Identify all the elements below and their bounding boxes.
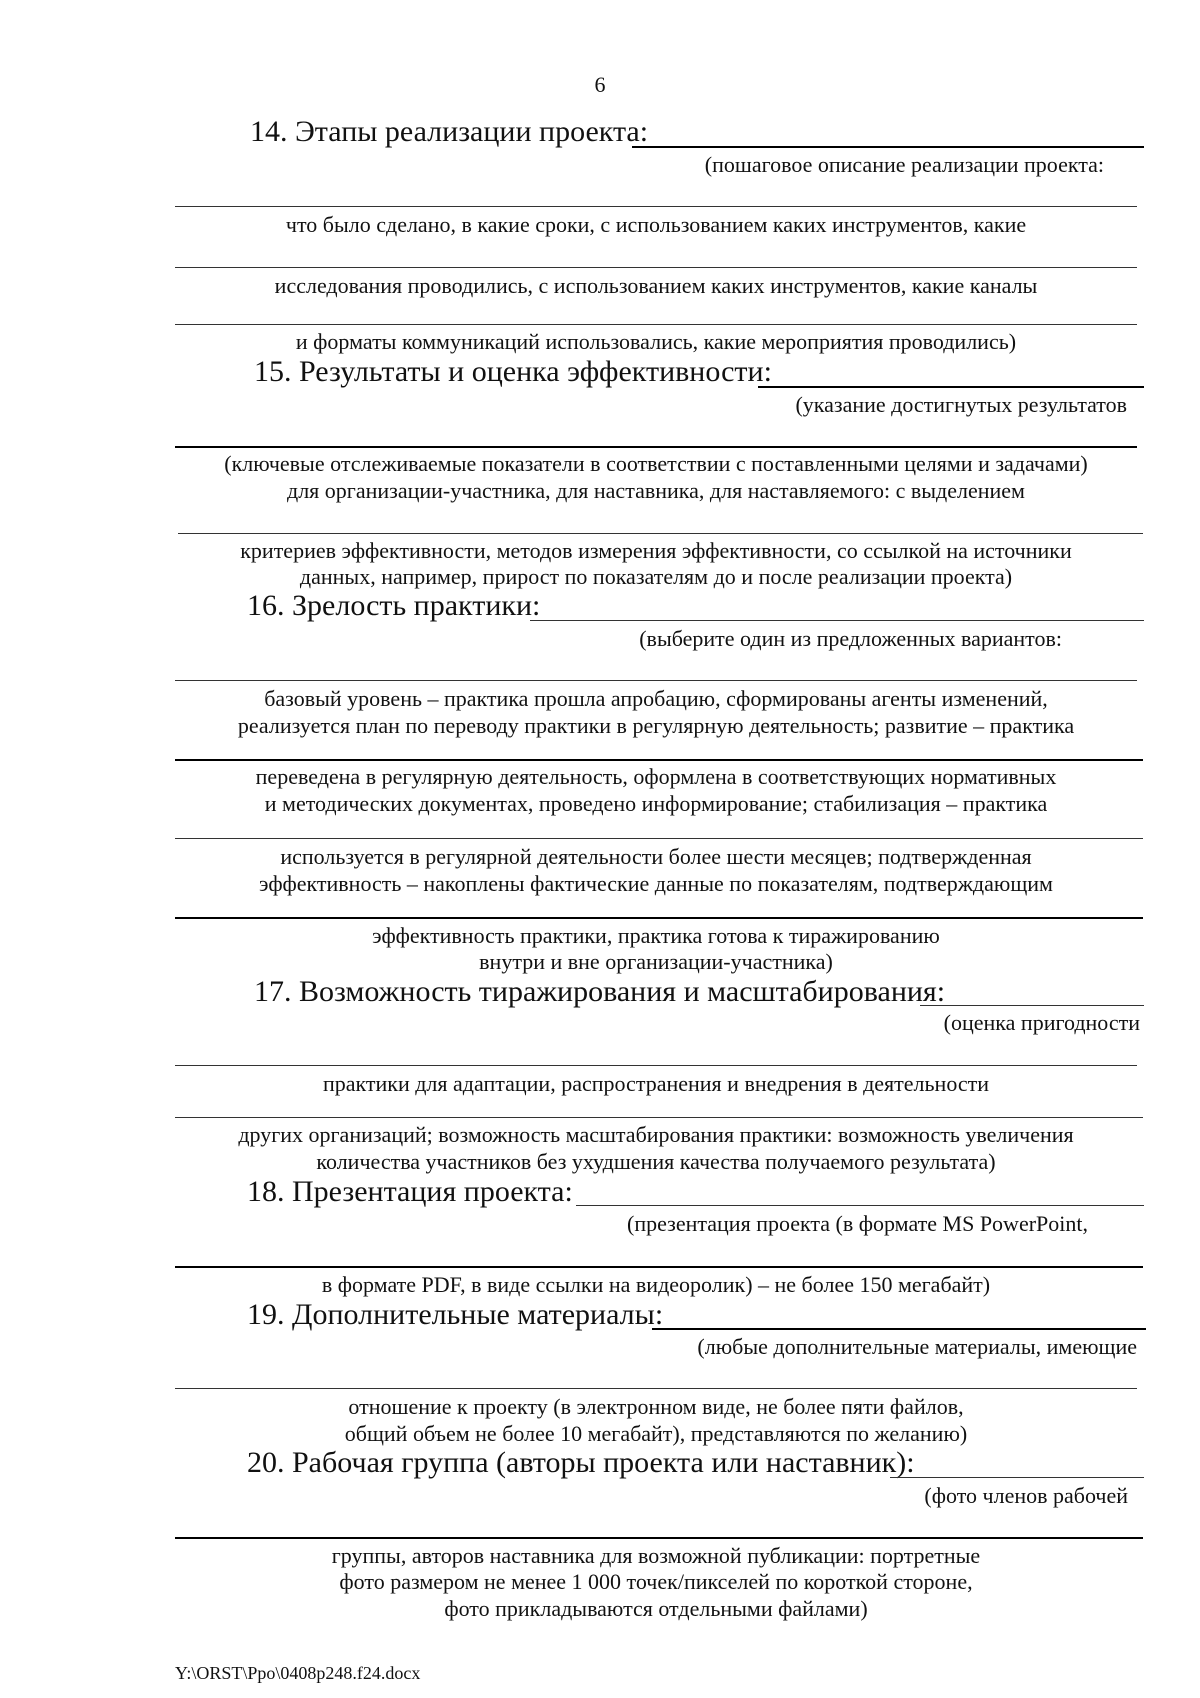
section-19-fill-line — [652, 1328, 1146, 1330]
rule-line — [178, 533, 1143, 534]
section-20-line-3: фото прикладываются отдельными файлами) — [444, 1596, 868, 1621]
section-16-line-4: и методических документах, проведено информирование; стабилизация – практика — [264, 791, 1048, 816]
section-14-line-3: и форматы коммуникаций использовались, какие мероприятия проводились) — [295, 329, 1017, 354]
section-16-line-5: используется в регулярной деятельности более шести месяцев; подтвержденная — [280, 844, 1032, 869]
section-18-fill-line — [576, 1205, 1144, 1206]
section-16-hint: (выберите один из предложенных вариантов: — [639, 626, 1062, 651]
section-15-line-4: данных, например, прирост по показателям до и после реализации проекта) — [299, 564, 1013, 589]
section-16-line-3: переведена в регулярную деятельность, оформлена в соответствующих нормативных — [255, 764, 1057, 789]
rule-line — [175, 1266, 1143, 1268]
section-20-heading: 20. Рабочая группа (авторы проекта или наставник): — [247, 1446, 915, 1479]
section-17-hint: (оценка пригодности — [943, 1010, 1140, 1035]
rule-line — [175, 680, 1137, 681]
rule-line — [175, 1117, 1143, 1118]
section-17-line-1: практики для адаптации, распространения и внедрения в деятельности — [322, 1071, 990, 1096]
section-15-heading: 15. Результаты и оценка эффективности: — [254, 355, 772, 388]
section-20-line-1: группы, авторов наставника для возможной публикации: портретные — [331, 1543, 981, 1568]
section-14-hint: (пошаговое описание реализации проекта: — [704, 152, 1104, 177]
section-17-line-2: других организаций; возможность масштабирования практики: возможность увеличения — [238, 1122, 1074, 1147]
section-16-fill-line — [530, 620, 1144, 621]
rule-line — [175, 324, 1137, 325]
page-number: 6 — [594, 72, 606, 97]
section-14-heading: 14. Этапы реализации проекта: — [250, 115, 649, 148]
section-19-heading: 19. Дополнительные материалы: — [247, 1298, 664, 1331]
rule-line — [175, 1388, 1137, 1389]
section-18-line-1: в формате PDF, в виде ссылки на видеоролик) – не более 150 мегабайт) — [321, 1272, 991, 1297]
section-20-hint: (фото членов рабочей — [924, 1483, 1128, 1508]
rule-line — [175, 917, 1143, 919]
section-20-fill-line — [890, 1477, 1144, 1478]
section-16-line-2: реализуется план по переводу практики в регулярную деятельность; развитие – практика — [237, 713, 1075, 738]
rule-line — [175, 759, 1143, 761]
section-19-line-1: отношение к проекту (в электронном виде, не более пяти файлов, — [348, 1394, 964, 1419]
section-15-line-3: критериев эффективности, методов измерения эффективности, со ссылкой на источники — [240, 538, 1072, 563]
rule-line — [175, 206, 1137, 207]
rule-line — [175, 446, 1137, 448]
section-16-line-1: базовый уровень – практика прошла апробацию, сформированы агенты изменений, — [264, 686, 1048, 711]
section-15-line-1: (ключевые отслеживаемые показатели в соответствии с поставленными целями и задачами) — [224, 451, 1088, 476]
rule-line — [175, 1065, 1137, 1066]
section-16-line-6: эффективность – накоплены фактические данные по показателям, подтверждающим — [259, 871, 1053, 896]
rule-line — [175, 1537, 1143, 1539]
section-15-hint: (указание достигнутых результатов — [795, 392, 1127, 417]
section-16-heading: 16. Зрелость практики: — [247, 589, 541, 622]
section-17-line-3: количества участников без ухудшения качества получаемого результата) — [316, 1149, 996, 1174]
footer-file-path: Y:\ORST\Ppo\0408p248.f24.docx — [175, 1663, 421, 1683]
section-15-line-2: для организации-участника, для наставника, для наставляемого: с выделением — [287, 478, 1025, 503]
section-20-line-2: фото размером не менее 1 000 точек/пикселей по короткой стороне, — [339, 1569, 973, 1594]
section-18-heading: 18. Презентация проекта: — [247, 1175, 573, 1208]
section-19-line-2: общий объем не более 10 мегабайт), представляются по желанию) — [344, 1421, 968, 1446]
section-14-line-1: что было сделано, в какие сроки, с использованием каких инструментов, какие — [285, 212, 1027, 237]
section-17-fill-line — [920, 1005, 1144, 1006]
section-19-hint: (любые дополнительные материалы, имеющие — [697, 1334, 1137, 1359]
section-16-line-7: эффективность практики, практика готова к тиражированию — [372, 923, 940, 948]
rule-line — [175, 267, 1137, 268]
section-14-fill-line — [632, 146, 1144, 148]
section-16-line-8: внутри и вне организации-участника) — [479, 949, 833, 974]
section-15-fill-line — [758, 386, 1144, 388]
section-18-hint: (презентация проекта (в формате MS PowerPoint, — [627, 1211, 1088, 1236]
rule-line — [175, 838, 1143, 839]
section-14-line-2: исследования проводились, с использованием каких инструментов, какие каналы — [274, 273, 1038, 298]
section-17-heading: 17. Возможность тиражирования и масштабирования: — [254, 975, 946, 1008]
